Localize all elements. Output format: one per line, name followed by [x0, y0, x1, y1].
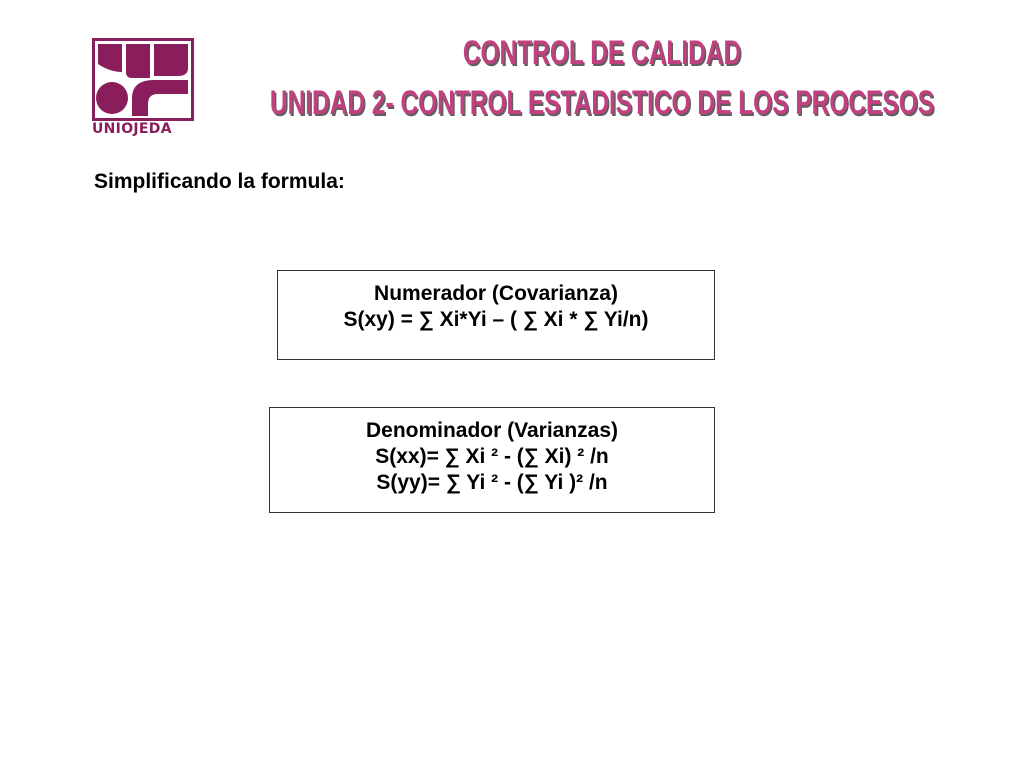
denominator-box [269, 407, 715, 513]
intro-text: Simplificando la formula: [94, 170, 345, 193]
denominator-formula-xx: S(xx)= ∑ Xi ² - (∑ Xi) ² /n [375, 445, 609, 468]
denominator-heading: Denominador (Varianzas) [365, 419, 619, 442]
denominator-formula-yy: S(yy)= ∑ Yi ² - (∑ Yi )² /n [376, 471, 608, 494]
slide-title: CONTROL DE CALIDAD [462, 34, 742, 72]
logo-wordmark: UNIOJEDA [92, 121, 172, 137]
numerator-formula: S(xy) = ∑ Xi*Yi – ( ∑ Xi * ∑ Yi/n) [343, 308, 649, 331]
numerator-heading: Numerador (Covarianza) [374, 282, 618, 305]
numerator-box [277, 270, 715, 360]
slide-subtitle: UNIDAD 2- CONTROL ESTADISTICO DE LOS PROCESOS [269, 84, 935, 122]
